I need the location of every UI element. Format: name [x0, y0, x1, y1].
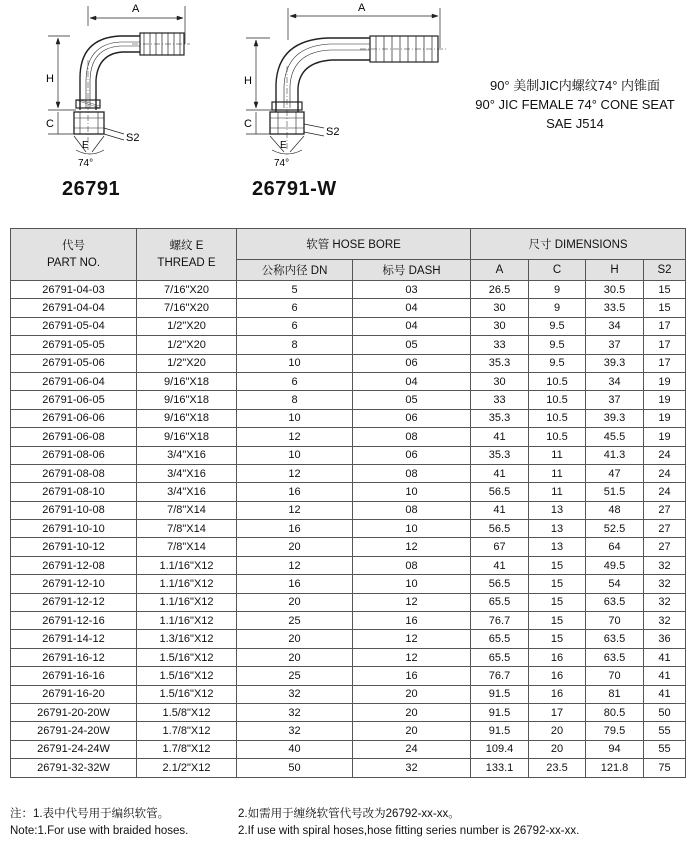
cell-h: 45.5 — [586, 428, 644, 446]
cell-s2: 36 — [644, 630, 686, 648]
cell-part-no: 26791-06-06 — [11, 409, 137, 427]
cell-h: 52.5 — [586, 520, 644, 538]
cell-part-no: 26791-08-06 — [11, 446, 137, 464]
cell-h: 64 — [586, 538, 644, 556]
cell-a: 91.5 — [471, 722, 529, 740]
cell-h: 49.5 — [586, 556, 644, 574]
cell-s2: 19 — [644, 428, 686, 446]
table-row — [11, 391, 686, 409]
cell-thread: 9/16"X18 — [137, 409, 237, 427]
cell-dn: 12 — [237, 464, 353, 482]
cell-part-no: 26791-12-08 — [11, 556, 137, 574]
table-row — [11, 538, 686, 556]
dimensions-table — [10, 228, 686, 778]
dim-e-label: E — [82, 140, 89, 151]
cell-a: 35.3 — [471, 446, 529, 464]
table-row — [11, 336, 686, 354]
cell-h: 37 — [586, 391, 644, 409]
cell-part-no: 26791-24-24W — [11, 740, 137, 758]
cell-dn: 20 — [237, 593, 353, 611]
cell-dash: 24 — [353, 740, 471, 758]
cell-c: 15 — [529, 593, 586, 611]
cell-dash: 08 — [353, 556, 471, 574]
cell-thread: 1.5/16"X12 — [137, 685, 237, 703]
dim-c-label: C — [46, 118, 54, 130]
cell-a: 41 — [471, 428, 529, 446]
cell-part-no: 26791-16-12 — [11, 648, 137, 666]
cell-s2: 27 — [644, 538, 686, 556]
cell-s2: 41 — [644, 648, 686, 666]
cell-part-no: 26791-05-06 — [11, 354, 137, 372]
cell-thread: 7/8"X14 — [137, 538, 237, 556]
cell-dn: 12 — [237, 556, 353, 574]
cell-part-no: 26791-16-16 — [11, 667, 137, 685]
cell-a: 65.5 — [471, 593, 529, 611]
cell-a: 65.5 — [471, 630, 529, 648]
cell-part-no: 26791-06-08 — [11, 428, 137, 446]
spec-line-cn: 90° 美制JIC内螺纹74° 内锥面 — [489, 78, 661, 93]
cell-h: 80.5 — [586, 703, 644, 721]
header-dimensions: 尺寸 DIMENSIONS — [471, 229, 686, 260]
header-c: C — [529, 260, 586, 281]
cell-dn: 6 — [237, 299, 353, 317]
cell-h: 41.3 — [586, 446, 644, 464]
cell-dash: 04 — [353, 317, 471, 335]
cell-thread: 1/2"X20 — [137, 354, 237, 372]
cell-part-no: 26791-14-12 — [11, 630, 137, 648]
table-row — [11, 281, 686, 299]
cell-s2: 15 — [644, 299, 686, 317]
cell-h: 79.5 — [586, 722, 644, 740]
table-row — [11, 483, 686, 501]
note-cn-2: 2.如需用于缠绕软管代号改为26792-xx-xx。 — [238, 808, 460, 820]
cell-s2: 41 — [644, 685, 686, 703]
part-label-26791: 26791 — [62, 178, 121, 200]
cell-h: 54 — [586, 575, 644, 593]
cell-h: 39.3 — [586, 354, 644, 372]
cell-a: 133.1 — [471, 759, 529, 777]
cell-a: 41 — [471, 501, 529, 519]
table-row — [11, 703, 686, 721]
cell-dn: 25 — [237, 612, 353, 630]
header-s2: S2 — [644, 260, 686, 281]
cell-c: 10.5 — [529, 372, 586, 390]
cell-dn: 32 — [237, 685, 353, 703]
cell-a: 76.7 — [471, 612, 529, 630]
note-cn-1: 注：1.表中代号用于编织软管。 — [10, 808, 170, 820]
cell-c: 16 — [529, 685, 586, 703]
cell-a: 33 — [471, 391, 529, 409]
cell-s2: 32 — [644, 593, 686, 611]
cell-part-no: 26791-05-05 — [11, 336, 137, 354]
header-a: A — [471, 260, 529, 281]
angle-label: 74° — [274, 158, 290, 169]
cell-part-no: 26791-06-04 — [11, 372, 137, 390]
cell-s2: 55 — [644, 740, 686, 758]
cell-h: 34 — [586, 317, 644, 335]
fitting-drawing-26791-w — [240, 0, 450, 178]
cell-s2: 24 — [644, 446, 686, 464]
cell-a: 91.5 — [471, 685, 529, 703]
cell-s2: 19 — [644, 372, 686, 390]
cell-s2: 24 — [644, 464, 686, 482]
dim-h-label: H — [244, 75, 252, 87]
cell-s2: 55 — [644, 722, 686, 740]
cell-part-no: 26791-08-08 — [11, 464, 137, 482]
cell-thread: 1.5/8"X12 — [137, 703, 237, 721]
table-row — [11, 446, 686, 464]
cell-thread: 1.5/16"X12 — [137, 667, 237, 685]
cell-a: 91.5 — [471, 703, 529, 721]
table-row — [11, 317, 686, 335]
cell-h: 81 — [586, 685, 644, 703]
cell-a: 56.5 — [471, 575, 529, 593]
cell-h: 30.5 — [586, 281, 644, 299]
header-part-no: 代号 PART NO. — [11, 229, 137, 281]
cell-a: 76.7 — [471, 667, 529, 685]
dim-s2-label: S2 — [326, 126, 340, 138]
cell-a: 30 — [471, 317, 529, 335]
cell-dn: 10 — [237, 446, 353, 464]
cell-h: 48 — [586, 501, 644, 519]
cell-a: 33 — [471, 336, 529, 354]
cell-c: 10.5 — [529, 428, 586, 446]
cell-s2: 19 — [644, 391, 686, 409]
cell-dash: 05 — [353, 391, 471, 409]
cell-c: 20 — [529, 722, 586, 740]
cell-dash: 10 — [353, 483, 471, 501]
dim-a-label: A — [132, 3, 140, 15]
cell-h: 33.5 — [586, 299, 644, 317]
cell-s2: 75 — [644, 759, 686, 777]
cell-h: 70 — [586, 667, 644, 685]
cell-h: 63.5 — [586, 648, 644, 666]
table-row — [11, 409, 686, 427]
cell-a: 35.3 — [471, 354, 529, 372]
cell-thread: 9/16"X18 — [137, 372, 237, 390]
header-thread: 螺纹 E THREAD E — [137, 229, 237, 281]
cell-a: 65.5 — [471, 648, 529, 666]
cell-c: 11 — [529, 464, 586, 482]
table-row — [11, 759, 686, 777]
cell-s2: 32 — [644, 612, 686, 630]
cell-dn: 5 — [237, 281, 353, 299]
table-row — [11, 648, 686, 666]
cell-dn: 40 — [237, 740, 353, 758]
cell-c: 9.5 — [529, 354, 586, 372]
cell-dash: 03 — [353, 281, 471, 299]
cell-dash: 04 — [353, 372, 471, 390]
cell-c: 11 — [529, 446, 586, 464]
cell-h: 94 — [586, 740, 644, 758]
cell-part-no: 26791-10-08 — [11, 501, 137, 519]
cell-part-no: 26791-20-20W — [11, 703, 137, 721]
cell-part-no: 26791-04-03 — [11, 281, 137, 299]
cell-dn: 50 — [237, 759, 353, 777]
dim-a-label: A — [358, 2, 366, 14]
spec-standard: SAE J514 — [546, 116, 604, 131]
cell-s2: 41 — [644, 667, 686, 685]
cell-c: 9.5 — [529, 317, 586, 335]
table-row — [11, 575, 686, 593]
cell-dash: 08 — [353, 428, 471, 446]
cell-c: 11 — [529, 483, 586, 501]
cell-c: 17 — [529, 703, 586, 721]
table-body — [11, 281, 686, 778]
cell-dn: 20 — [237, 630, 353, 648]
cell-c: 13 — [529, 520, 586, 538]
cell-s2: 24 — [644, 483, 686, 501]
cell-thread: 1.1/16"X12 — [137, 593, 237, 611]
cell-dash: 06 — [353, 354, 471, 372]
cell-thread: 7/16"X20 — [137, 281, 237, 299]
cell-thread: 1/2"X20 — [137, 336, 237, 354]
cell-part-no: 26791-32-32W — [11, 759, 137, 777]
cell-dn: 25 — [237, 667, 353, 685]
cell-thread: 1.1/16"X12 — [137, 612, 237, 630]
cell-a: 109.4 — [471, 740, 529, 758]
cell-thread: 3/4"X16 — [137, 446, 237, 464]
cell-a: 26.5 — [471, 281, 529, 299]
cell-h: 121.8 — [586, 759, 644, 777]
dim-c-label: C — [244, 118, 252, 130]
cell-dash: 10 — [353, 520, 471, 538]
cell-h: 63.5 — [586, 630, 644, 648]
cell-c: 15 — [529, 575, 586, 593]
dim-e-label: E — [280, 140, 287, 151]
cell-a: 41 — [471, 464, 529, 482]
cell-dash: 12 — [353, 630, 471, 648]
fitting-drawing-26791 — [40, 0, 210, 178]
cell-dn: 6 — [237, 372, 353, 390]
cell-dn: 32 — [237, 703, 353, 721]
cell-h: 70 — [586, 612, 644, 630]
cell-dash: 12 — [353, 648, 471, 666]
cell-s2: 17 — [644, 336, 686, 354]
cell-dash: 16 — [353, 667, 471, 685]
table-row — [11, 354, 686, 372]
table-row — [11, 685, 686, 703]
cell-a: 41 — [471, 556, 529, 574]
table-row — [11, 556, 686, 574]
table-row — [11, 428, 686, 446]
cell-h: 51.5 — [586, 483, 644, 501]
cell-thread: 7/16"X20 — [137, 299, 237, 317]
note-en-2: 2.If use with spiral hoses,hose fitting series number is 26792-xx-xx. — [238, 825, 580, 837]
cell-dash: 20 — [353, 703, 471, 721]
cell-dn: 12 — [237, 501, 353, 519]
cell-dn: 12 — [237, 428, 353, 446]
cell-dash: 20 — [353, 685, 471, 703]
cell-dash: 32 — [353, 759, 471, 777]
cell-h: 37 — [586, 336, 644, 354]
header-hose-bore: 软管 HOSE BORE — [237, 229, 471, 260]
cell-part-no: 26791-24-20W — [11, 722, 137, 740]
dim-s2-label: S2 — [126, 132, 140, 144]
cell-thread: 1.1/16"X12 — [137, 575, 237, 593]
cell-part-no: 26791-16-20 — [11, 685, 137, 703]
cell-part-no: 26791-12-16 — [11, 612, 137, 630]
cell-dn: 10 — [237, 354, 353, 372]
cell-thread: 9/16"X18 — [137, 391, 237, 409]
cell-h: 39.3 — [586, 409, 644, 427]
cell-s2: 17 — [644, 317, 686, 335]
cell-dn: 20 — [237, 648, 353, 666]
cell-thread: 2.1/2"X12 — [137, 759, 237, 777]
cell-c: 15 — [529, 630, 586, 648]
table-row — [11, 299, 686, 317]
cell-s2: 15 — [644, 281, 686, 299]
cell-thread: 9/16"X18 — [137, 428, 237, 446]
cell-part-no: 26791-06-05 — [11, 391, 137, 409]
cell-h: 34 — [586, 372, 644, 390]
header-dash: 标号 DASH — [353, 260, 471, 281]
header-dn: 公称内径 DN — [237, 260, 353, 281]
table-row — [11, 520, 686, 538]
cell-part-no: 26791-08-10 — [11, 483, 137, 501]
cell-dash: 20 — [353, 722, 471, 740]
cell-dn: 16 — [237, 483, 353, 501]
note-en-1: Note:1.For use with braided hoses. — [10, 825, 189, 837]
table-row — [11, 501, 686, 519]
cell-dn: 16 — [237, 575, 353, 593]
cell-s2: 32 — [644, 556, 686, 574]
cell-dn: 8 — [237, 336, 353, 354]
cell-thread: 1.7/8"X12 — [137, 722, 237, 740]
cell-a: 30 — [471, 299, 529, 317]
spec-line-en: 90° JIC FEMALE 74° CONE SEAT — [475, 97, 675, 112]
cell-part-no: 26791-12-12 — [11, 593, 137, 611]
cell-s2: 27 — [644, 501, 686, 519]
table-row — [11, 612, 686, 630]
cell-dash: 12 — [353, 593, 471, 611]
cell-c: 9 — [529, 281, 586, 299]
cell-dash: 10 — [353, 575, 471, 593]
cell-c: 13 — [529, 501, 586, 519]
cell-thread: 1.1/16"X12 — [137, 556, 237, 574]
cell-h: 63.5 — [586, 593, 644, 611]
cell-part-no: 26791-10-12 — [11, 538, 137, 556]
cell-s2: 19 — [644, 409, 686, 427]
cell-dn: 20 — [237, 538, 353, 556]
cell-a: 67 — [471, 538, 529, 556]
cell-s2: 32 — [644, 575, 686, 593]
cell-dn: 10 — [237, 409, 353, 427]
cell-part-no: 26791-12-10 — [11, 575, 137, 593]
cell-c: 9.5 — [529, 336, 586, 354]
cell-s2: 50 — [644, 703, 686, 721]
cell-dn: 32 — [237, 722, 353, 740]
cell-part-no: 26791-05-04 — [11, 317, 137, 335]
cell-h: 47 — [586, 464, 644, 482]
spec-block — [455, 76, 695, 133]
cell-thread: 1.7/8"X12 — [137, 740, 237, 758]
cell-dash: 06 — [353, 409, 471, 427]
cell-dash: 08 — [353, 501, 471, 519]
cell-dash: 06 — [353, 446, 471, 464]
cell-dash: 16 — [353, 612, 471, 630]
cell-c: 10.5 — [529, 391, 586, 409]
dim-h-label: H — [46, 73, 54, 85]
table-row — [11, 630, 686, 648]
cell-thread: 3/4"X16 — [137, 464, 237, 482]
table-row — [11, 722, 686, 740]
cell-a: 30 — [471, 372, 529, 390]
header-h: H — [586, 260, 644, 281]
table-row — [11, 464, 686, 482]
cell-s2: 17 — [644, 354, 686, 372]
cell-c: 15 — [529, 556, 586, 574]
cell-thread: 1.5/16"X12 — [137, 648, 237, 666]
cell-s2: 27 — [644, 520, 686, 538]
table-row — [11, 667, 686, 685]
cell-dn: 16 — [237, 520, 353, 538]
cell-dn: 6 — [237, 317, 353, 335]
cell-dn: 8 — [237, 391, 353, 409]
cell-c: 9 — [529, 299, 586, 317]
cell-thread: 1/2"X20 — [137, 317, 237, 335]
cell-thread: 3/4"X16 — [137, 483, 237, 501]
table-row — [11, 372, 686, 390]
cell-dash: 04 — [353, 299, 471, 317]
cell-a: 35.3 — [471, 409, 529, 427]
cell-c: 15 — [529, 612, 586, 630]
cell-a: 56.5 — [471, 483, 529, 501]
cell-c: 20 — [529, 740, 586, 758]
cell-dash: 05 — [353, 336, 471, 354]
cell-c: 16 — [529, 648, 586, 666]
cell-part-no: 26791-10-10 — [11, 520, 137, 538]
cell-a: 56.5 — [471, 520, 529, 538]
cell-thread: 7/8"X14 — [137, 520, 237, 538]
part-label-26791-w: 26791-W — [252, 178, 337, 200]
cell-c: 13 — [529, 538, 586, 556]
cell-c: 23.5 — [529, 759, 586, 777]
cell-part-no: 26791-04-04 — [11, 299, 137, 317]
cell-thread: 7/8"X14 — [137, 501, 237, 519]
table-row — [11, 740, 686, 758]
cell-c: 10.5 — [529, 409, 586, 427]
table-row — [11, 593, 686, 611]
cell-dash: 08 — [353, 464, 471, 482]
cell-dash: 12 — [353, 538, 471, 556]
angle-label: 74° — [78, 158, 94, 169]
cell-thread: 1.3/16"X12 — [137, 630, 237, 648]
cell-c: 16 — [529, 667, 586, 685]
